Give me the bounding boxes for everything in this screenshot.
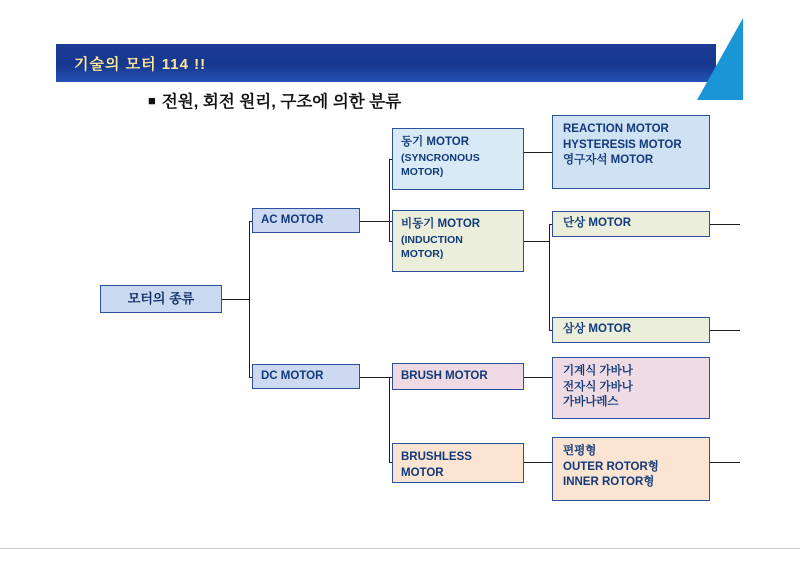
node-sublabel-1: (SYNCRONOUS — [401, 151, 480, 164]
node-brush-motor[interactable] — [392, 363, 524, 390]
banner-corner-accent — [697, 18, 743, 100]
connector-dc-trunk — [389, 377, 390, 463]
node-rotor-shape-types[interactable] — [552, 437, 710, 501]
connector-dc-stub — [360, 377, 392, 378]
connector-ac-stub — [360, 221, 392, 222]
header-banner — [56, 44, 716, 82]
node-line-3: 가바나레스 — [563, 396, 619, 409]
node-line-2: 전자식 가바나 — [563, 380, 633, 393]
node-motor-types[interactable] — [100, 285, 222, 313]
node-single-phase-motor[interactable] — [552, 211, 710, 237]
node-three-phase-motor[interactable] — [552, 317, 710, 343]
node-line-1: 단상 MOTOR — [563, 217, 632, 230]
node-sublabel-1: MOTOR — [401, 466, 444, 479]
node-induction-motor[interactable] — [392, 210, 524, 272]
node-label: AC MOTOR — [261, 213, 324, 226]
connector-single-phase-tail — [710, 224, 740, 225]
node-line-1: REACTION MOTOR — [563, 123, 669, 135]
node-sublabel-2: MOTOR) — [401, 165, 444, 178]
node-label: 비동기 MOTOR — [401, 218, 481, 230]
connector-root-stub — [222, 299, 250, 300]
node-ac-sync-types[interactable] — [552, 115, 710, 189]
node-label: 동기 MOTOR — [401, 136, 470, 148]
node-label: BRUSHLESS — [401, 451, 472, 463]
node-dc-motor[interactable] — [252, 364, 360, 389]
node-line-1: 삼상 MOTOR — [563, 323, 632, 336]
node-line-1: 기계식 가바나 — [563, 365, 633, 377]
node-label: BRUSH MOTOR — [401, 369, 488, 382]
connector-three-phase-tail — [710, 330, 740, 331]
subtitle-text: 전원, 회전 원리, 구조에 의한 분류 — [161, 93, 402, 111]
page-title: 기술의 모터 114 !! — [74, 56, 207, 73]
connector-shape-tail — [710, 462, 740, 463]
node-label: DC MOTOR — [261, 369, 324, 382]
node-label: 모터의 종류 — [127, 291, 195, 307]
connector-sync-to-reaction — [524, 152, 552, 153]
node-sublabel-2: MOTOR) — [401, 247, 444, 260]
connector-brushless-to-shape — [524, 462, 552, 463]
node-line-2: OUTER ROTOR형 — [563, 460, 659, 473]
node-governor-types[interactable] — [552, 357, 710, 419]
connector-root-trunk — [249, 221, 250, 378]
node-synchronous-motor[interactable] — [392, 128, 524, 190]
connector-induction-trunk — [549, 224, 550, 330]
node-line-3: 영구자석 MOTOR — [563, 154, 654, 167]
section-subtitle — [148, 88, 401, 112]
node-brushless-motor[interactable] — [392, 443, 524, 483]
footer-divider — [0, 548, 800, 549]
node-line-2: HYSTERESIS MOTOR — [563, 138, 682, 151]
connector-ac-trunk — [389, 159, 390, 241]
connector-induction-stub — [524, 241, 550, 242]
node-line-3: INNER ROTOR형 — [563, 476, 655, 489]
connector-brush-to-governor — [524, 377, 552, 378]
node-ac-motor[interactable] — [252, 208, 360, 233]
node-sublabel-1: (INDUCTION — [401, 233, 463, 246]
bullet-icon: ■ — [148, 93, 156, 108]
node-line-1: 편평형 — [563, 445, 597, 457]
